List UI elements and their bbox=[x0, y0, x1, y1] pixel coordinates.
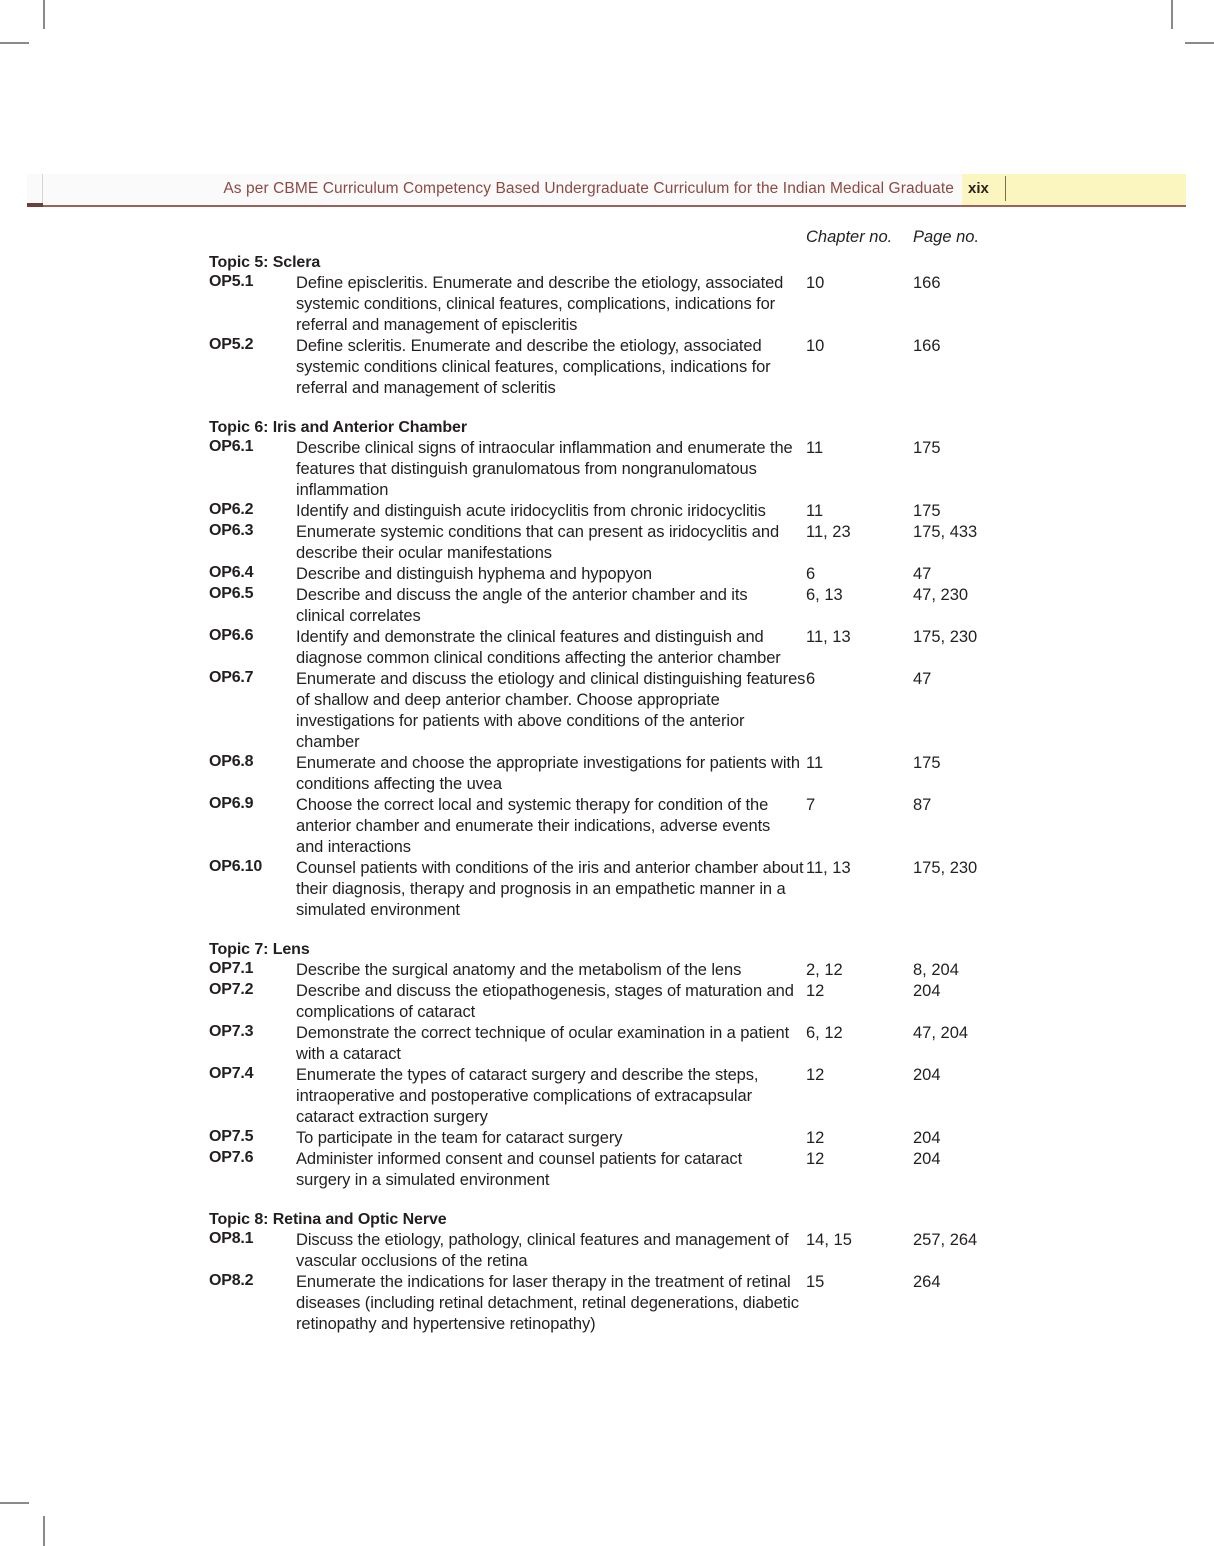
crop-mark-top-right-vertical bbox=[1171, 0, 1173, 29]
competency-code: OP6.8 bbox=[209, 753, 254, 770]
header-title: As per CBME Curriculum Competency Based Undergraduate Curriculum for the Indian Medical Graduate bbox=[223, 180, 954, 197]
page-number: 175 bbox=[913, 438, 1214, 1546]
table-row bbox=[0, 753, 1214, 795]
competency-code: OP7.5 bbox=[209, 1128, 254, 1145]
header-highlight-band bbox=[962, 174, 1186, 205]
competency-code: OP6.7 bbox=[209, 669, 254, 686]
competency-description: Define scleritis. Enumerate and describe the etiology, associated systemic conditions clinical features, complications, indications for referral and management of scleritis bbox=[296, 337, 771, 397]
page-number: 175, 433 bbox=[913, 522, 1214, 1546]
table-row bbox=[0, 1272, 1214, 1335]
topic-heading: Topic 6: Iris and Anterior Chamber bbox=[209, 419, 467, 436]
topic-heading: Topic 7: Lens bbox=[209, 941, 310, 958]
competency-code: OP6.10 bbox=[209, 858, 263, 875]
chapter-number: 11, 13 bbox=[806, 859, 851, 877]
page-number: 175 bbox=[913, 501, 1214, 1546]
chapter-number: 2, 12 bbox=[806, 961, 843, 979]
chapter-number: 14, 15 bbox=[806, 1231, 852, 1249]
competency-description: Discuss the etiology, pathology, clinical features and management of vascular occlusions of the retina bbox=[296, 1231, 789, 1270]
competency-description: Enumerate systemic conditions that can present as iridocyclitis and describe their ocular manifestations bbox=[296, 523, 780, 562]
table-row bbox=[0, 858, 1214, 921]
competency-description: Define episcleritis. Enumerate and describe the etiology, associated systemic conditions, clinical features, complications, indications for referral and management of episcleritis bbox=[296, 274, 784, 334]
table-row bbox=[0, 627, 1214, 669]
competency-code: OP7.2 bbox=[209, 981, 254, 998]
page-number: 87 bbox=[913, 795, 1214, 1546]
competency-description: Identify and distinguish acute iridocyclitis from chronic iridocyclitis bbox=[296, 502, 766, 520]
page-number: 47 bbox=[913, 564, 1214, 1546]
competency-code: OP6.5 bbox=[209, 585, 254, 602]
chapter-number: 6 bbox=[806, 565, 816, 583]
page-number: 204 bbox=[913, 1128, 1214, 1546]
page-number: 175, 230 bbox=[913, 858, 1214, 1546]
competency-code: OP6.1 bbox=[209, 438, 254, 455]
crop-mark-top-left-vertical bbox=[43, 0, 45, 29]
table-row bbox=[0, 795, 1214, 858]
chapter-number: 6, 12 bbox=[806, 1024, 843, 1042]
page-number-folio: xix bbox=[968, 180, 989, 197]
table-row bbox=[0, 585, 1214, 627]
header-rule bbox=[27, 205, 1186, 207]
competency-index-table bbox=[0, 228, 1214, 1335]
table-row bbox=[0, 981, 1214, 1023]
page-number: 8, 204 bbox=[913, 960, 1214, 1546]
table-row bbox=[0, 273, 1214, 336]
competency-code: OP6.6 bbox=[209, 627, 254, 644]
page-number: 204 bbox=[913, 1065, 1214, 1546]
chapter-number: 12 bbox=[806, 982, 825, 1000]
competency-description: Enumerate and choose the appropriate investigations for patients with conditions affecting the uvea bbox=[296, 754, 800, 793]
table-row bbox=[0, 1065, 1214, 1128]
page-number: 264 bbox=[913, 1272, 1214, 1546]
table-row bbox=[0, 669, 1214, 753]
competency-description: Enumerate the indications for laser therapy in the treatment of retinal diseases (including retinal detachment, retinal degenerations, diabetic retinopathy and hypertensive retinopathy) bbox=[296, 1273, 799, 1333]
competency-description: Choose the correct local and systemic therapy for condition of the anterior chamber and enumerate their indications, adverse events and interactions bbox=[296, 796, 771, 856]
chapter-number: 15 bbox=[806, 1273, 825, 1291]
competency-code: OP7.1 bbox=[209, 960, 254, 977]
competency-description: Describe the surgical anatomy and the metabolism of the lens bbox=[296, 961, 742, 979]
folio-divider-rule bbox=[1005, 176, 1006, 201]
competency-code: OP6.4 bbox=[209, 564, 254, 581]
crop-mark-top-right-horizontal bbox=[1185, 42, 1214, 44]
chapter-number: 11 bbox=[806, 754, 824, 772]
table-row bbox=[0, 1149, 1214, 1191]
chapter-number: 6, 13 bbox=[806, 586, 843, 604]
competency-code: OP7.3 bbox=[209, 1023, 254, 1040]
competency-description: Counsel patients with conditions of the iris and anterior chamber about their diagnosis, therapy and prognosis in an empathetic manner in a simulated environment bbox=[296, 859, 804, 919]
page-number: 204 bbox=[913, 1149, 1214, 1546]
chapter-number: 10 bbox=[806, 337, 825, 355]
page-number: 175 bbox=[913, 753, 1214, 1546]
competency-description: Enumerate the types of cataract surgery and describe the steps, intraoperative and postoperative complications of extracapsular cataract extraction surgery bbox=[296, 1066, 759, 1126]
topic-heading: Topic 8: Retina and Optic Nerve bbox=[209, 1211, 447, 1228]
crop-mark-bottom-left-vertical bbox=[43, 1516, 45, 1546]
running-header bbox=[27, 174, 1186, 205]
chapter-number: 7 bbox=[806, 796, 816, 814]
competency-description: Describe clinical signs of intraocular inflammation and enumerate the features that distinguish granulomatous from nongranulomatous inflammation bbox=[296, 439, 793, 499]
table-row bbox=[0, 564, 1214, 585]
competency-description: Identify and demonstrate the clinical features and distinguish and diagnose common clinical conditions affecting the anterior chamber bbox=[296, 628, 781, 667]
column-header-page: Page no. bbox=[913, 228, 980, 246]
table-row bbox=[0, 960, 1214, 981]
competency-description: To participate in the team for cataract surgery bbox=[296, 1129, 623, 1147]
competency-code: OP6.2 bbox=[209, 501, 254, 518]
competency-code: OP5.1 bbox=[209, 273, 254, 290]
page-number: 257, 264 bbox=[913, 1230, 1214, 1546]
competency-description: Administer informed consent and counsel patients for cataract surgery in a simulated environment bbox=[296, 1150, 743, 1189]
competency-code: OP8.2 bbox=[209, 1272, 254, 1289]
competency-code: OP5.2 bbox=[209, 336, 254, 353]
table-row bbox=[0, 1023, 1214, 1065]
competency-description: Demonstrate the correct technique of ocular examination in a patient with a cataract bbox=[296, 1024, 790, 1063]
chapter-number: 11 bbox=[806, 502, 824, 520]
page-number: 166 bbox=[913, 273, 1214, 1546]
table-row bbox=[0, 501, 1214, 522]
table-row bbox=[0, 438, 1214, 501]
page-number: 166 bbox=[913, 336, 1214, 1546]
competency-code: OP7.4 bbox=[209, 1065, 254, 1082]
competency-description: Describe and discuss the etiopathogenesis, stages of maturation and complications of cataract bbox=[296, 982, 794, 1021]
page-number: 47, 230 bbox=[913, 585, 1214, 1546]
table-row bbox=[0, 336, 1214, 399]
competency-code: OP6.3 bbox=[209, 522, 254, 539]
chapter-number: 11 bbox=[806, 439, 824, 457]
table-row bbox=[0, 522, 1214, 564]
chapter-number: 11, 23 bbox=[806, 523, 851, 541]
competency-code: OP8.1 bbox=[209, 1230, 254, 1247]
column-header-chapter: Chapter no. bbox=[806, 228, 893, 246]
column-headers bbox=[0, 228, 1214, 254]
competency-description: Describe and distinguish hyphema and hypopyon bbox=[296, 565, 652, 583]
page-number: 204 bbox=[913, 981, 1214, 1546]
chapter-number: 10 bbox=[806, 274, 825, 292]
competency-code: OP6.9 bbox=[209, 795, 254, 812]
header-rule-accent bbox=[27, 203, 43, 207]
crop-mark-bottom-left-horizontal bbox=[0, 1502, 29, 1504]
chapter-number: 12 bbox=[806, 1129, 825, 1147]
topic-heading: Topic 5: Sclera bbox=[209, 254, 321, 271]
chapter-number: 12 bbox=[806, 1150, 825, 1168]
crop-mark-top-left-horizontal bbox=[0, 42, 29, 44]
competency-description: Describe and discuss the angle of the anterior chamber and its clinical correlates bbox=[296, 586, 748, 625]
page-number: 47 bbox=[913, 669, 1214, 1546]
page-number: 175, 230 bbox=[913, 627, 1214, 1546]
competency-description: Enumerate and discuss the etiology and clinical distinguishing features of shallow and deep anterior chamber. Choose appropriate investigations for patients with above conditions of the anterior chamber bbox=[296, 670, 806, 751]
page-number: 47, 204 bbox=[913, 1023, 1214, 1546]
competency-code: OP7.6 bbox=[209, 1149, 254, 1166]
chapter-number: 12 bbox=[806, 1066, 825, 1084]
chapter-number: 11, 13 bbox=[806, 628, 851, 646]
table-row bbox=[0, 1128, 1214, 1149]
chapter-number: 6 bbox=[806, 670, 816, 688]
table-row bbox=[0, 1230, 1214, 1272]
